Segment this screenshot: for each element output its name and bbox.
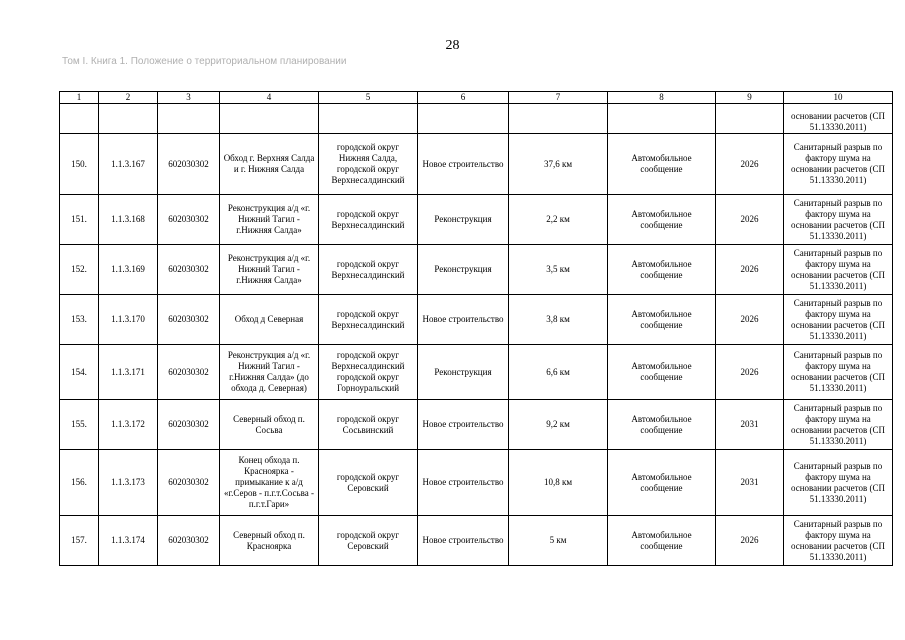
zone-type: Санитарный разрыв по фактору шума на основании расчетов (СП 51.13330.2011) [784, 345, 893, 400]
table-row [60, 516, 893, 566]
zone-type: Санитарный разрыв по фактору шума на основании расчетов (СП 51.13330.2011) [784, 450, 893, 516]
work-type: Новое строительство [418, 516, 509, 566]
object-code: 1.1.3.172 [99, 400, 158, 450]
location: городской округ Серовский [319, 450, 418, 516]
length: 3,5 км [509, 245, 608, 295]
page-number: 28 [445, 38, 460, 53]
year: 2026 [716, 195, 784, 245]
work-type: Новое строительство [418, 295, 509, 345]
object-name: Реконструкция а/д «г. Нижний Тагил - г.Нижняя Салда» [220, 245, 319, 295]
object-name: Реконструкция а/д «г. Нижний Тагил - г.Нижняя Салда» (до обхода д. Северная) [220, 345, 319, 400]
year: 2026 [716, 345, 784, 400]
row-number: 154. [60, 345, 99, 400]
column-header: 9 [716, 92, 784, 104]
okato-code: 602030302 [158, 134, 220, 195]
object-name: Северный обход п. Красноярка [220, 516, 319, 566]
location: городской округ Верхнесалдинский [319, 295, 418, 345]
purpose: Автомобильное сообщение [608, 245, 716, 295]
road-objects-table [59, 91, 893, 566]
year: 2031 [716, 400, 784, 450]
row-number: 151. [60, 195, 99, 245]
year: 2026 [716, 245, 784, 295]
table-row [60, 345, 893, 400]
row-number: 152. [60, 245, 99, 295]
zone-type: Санитарный разрыв по фактору шума на основании расчетов (СП 51.13330.2011) [784, 400, 893, 450]
object-name: Северный обход п. Сосьва [220, 400, 319, 450]
column-header: 3 [158, 92, 220, 104]
location: городской округ Нижняя Салда, городской округ Верхнесалдинский [319, 134, 418, 195]
okato-code: 602030302 [158, 195, 220, 245]
location: городской округ Верхнесалдинский городской округ Горноуральский [319, 345, 418, 400]
table-row [60, 400, 893, 450]
object-code: 1.1.3.167 [99, 134, 158, 195]
row-number: 155. [60, 400, 99, 450]
object-code: 1.1.3.170 [99, 295, 158, 345]
year: 2026 [716, 295, 784, 345]
length: 6,6 км [509, 345, 608, 400]
column-header: 5 [319, 92, 418, 104]
work-type: Реконструкция [418, 195, 509, 245]
zone-type: Санитарный разрыв по фактору шума на основании расчетов (СП 51.13330.2011) [784, 245, 893, 295]
year: 2026 [716, 134, 784, 195]
object-code: 1.1.3.171 [99, 345, 158, 400]
continuation-note: основании расчетов (СП 51.13330.2011) [784, 104, 893, 134]
column-header: 6 [418, 92, 509, 104]
okato-code: 602030302 [158, 245, 220, 295]
length: 3,8 км [509, 295, 608, 345]
zone-type: Санитарный разрыв по фактору шума на основании расчетов (СП 51.13330.2011) [784, 134, 893, 195]
column-header: 1 [60, 92, 99, 104]
document-header: Том I. Книга 1. Положение о территориальном планировании [62, 56, 347, 67]
zone-type: Санитарный разрыв по фактору шума на основании расчетов (СП 51.13330.2011) [784, 295, 893, 345]
continuation-row [60, 104, 893, 134]
work-type: Новое строительство [418, 450, 509, 516]
object-code: 1.1.3.169 [99, 245, 158, 295]
row-number: 157. [60, 516, 99, 566]
location: городской округ Серовский [319, 516, 418, 566]
purpose: Автомобильное сообщение [608, 195, 716, 245]
length: 2,2 км [509, 195, 608, 245]
column-number-row [60, 92, 893, 104]
column-header: 8 [608, 92, 716, 104]
table-row [60, 195, 893, 245]
object-code: 1.1.3.168 [99, 195, 158, 245]
object-name: Обход д Северная [220, 295, 319, 345]
location: городской округ Верхнесалдинский [319, 195, 418, 245]
row-number: 153. [60, 295, 99, 345]
row-number: 150. [60, 134, 99, 195]
zone-type: Санитарный разрыв по фактору шума на основании расчетов (СП 51.13330.2011) [784, 516, 893, 566]
column-header: 7 [509, 92, 608, 104]
okato-code: 602030302 [158, 345, 220, 400]
column-header: 4 [220, 92, 319, 104]
object-name: Конец обхода п. Красноярка - примыкание к а/д «г.Серов - п.г.т.Сосьва - п.г.т.Гари» [220, 450, 319, 516]
okato-code: 602030302 [158, 295, 220, 345]
column-header: 2 [99, 92, 158, 104]
purpose: Автомобильное сообщение [608, 295, 716, 345]
zone-type: Санитарный разрыв по фактору шума на основании расчетов (СП 51.13330.2011) [784, 195, 893, 245]
purpose: Автомобильное сообщение [608, 345, 716, 400]
location: городской округ Верхнесалдинский [319, 245, 418, 295]
length: 5 км [509, 516, 608, 566]
table-row [60, 134, 893, 195]
okato-code: 602030302 [158, 450, 220, 516]
length: 10,8 км [509, 450, 608, 516]
year: 2026 [716, 516, 784, 566]
object-code: 1.1.3.173 [99, 450, 158, 516]
work-type: Новое строительство [418, 400, 509, 450]
purpose: Автомобильное сообщение [608, 400, 716, 450]
work-type: Реконструкция [418, 345, 509, 400]
purpose: Автомобильное сообщение [608, 134, 716, 195]
table-row [60, 295, 893, 345]
length: 9,2 км [509, 400, 608, 450]
work-type: Новое строительство [418, 134, 509, 195]
purpose: Автомобильное сообщение [608, 516, 716, 566]
object-code: 1.1.3.174 [99, 516, 158, 566]
table-row [60, 245, 893, 295]
column-header: 10 [784, 92, 893, 104]
okato-code: 602030302 [158, 516, 220, 566]
row-number: 156. [60, 450, 99, 516]
object-name: Обход г. Верхняя Салда и г. Нижняя Салда [220, 134, 319, 195]
purpose: Автомобильное сообщение [608, 450, 716, 516]
year: 2031 [716, 450, 784, 516]
okato-code: 602030302 [158, 400, 220, 450]
location: городской округ Сосьвинский [319, 400, 418, 450]
table-row [60, 450, 893, 516]
object-name: Реконструкция а/д «г. Нижний Тагил - г.Нижняя Салда» [220, 195, 319, 245]
length: 37,6 км [509, 134, 608, 195]
work-type: Реконструкция [418, 245, 509, 295]
